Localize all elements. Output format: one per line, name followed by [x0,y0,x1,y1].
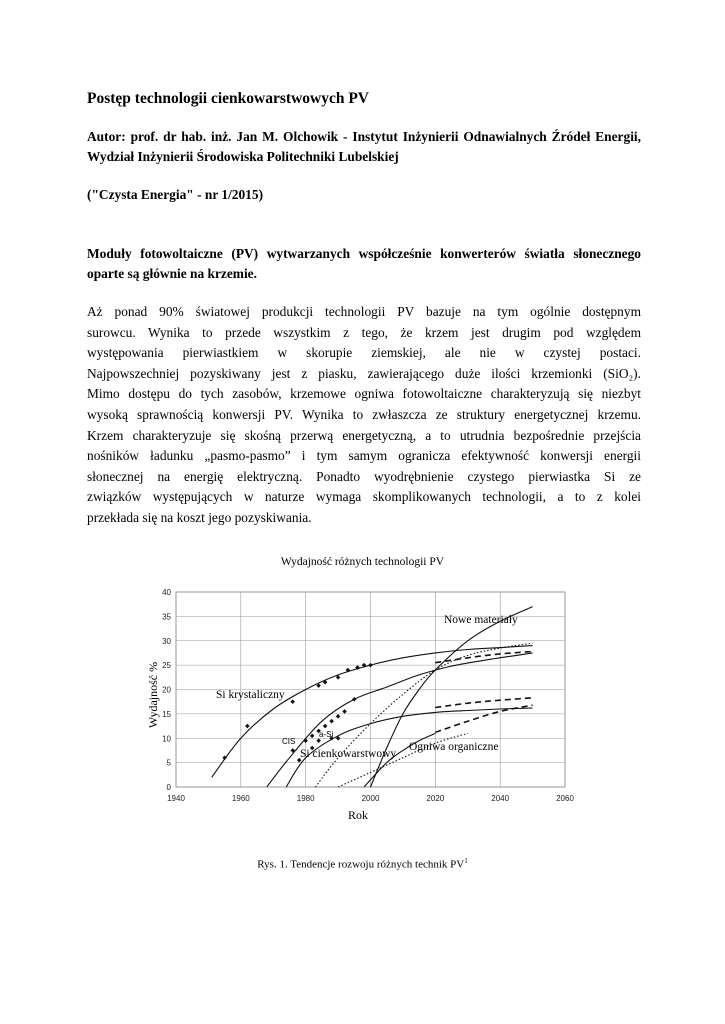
annotation-si-cienkowarstwowy: Si cienkowarstwowy [300,748,397,760]
body-line: Mimo dostępu do tych zasobów, krzemowe ogniwa fotowoltaiczne charakteryzują się niezbyt [87,386,641,402]
x-axis-label: Rok [347,808,369,822]
body-line: Najpowszechniej pozyskiwany jest z piasku, zawierającego duże ilości krzemionki (SiO₂). [87,365,641,381]
y-tick-label: 35 [162,612,171,622]
body-line: słonecznej na energię elektryczną. Ponadto wyodrębnienie czystego pierwiastka Si ze [87,468,641,484]
x-tick-label: 1940 [167,794,185,803]
data-point-si-krystaliczny-dane- [290,699,295,704]
data-point-cis-dane- [336,714,341,719]
figure-caption-ref: 1 [464,857,468,865]
y-tick-label: 10 [162,734,171,744]
body-line: nośników ładunku „pasmo-pasmo” i tym samym ogranicza efektywność konwersji energii [87,448,641,464]
figure-caption [0,857,725,871]
body-line: przekłada się na koszt jego pozyskiwania. [87,509,312,525]
body-line: Aż ponad 90% światowej produkcji technologii PV bazuje na tym ogólnie dostępnym [87,304,641,319]
data-point-cis-dane- [303,738,308,743]
data-point-cis-dane- [329,719,334,724]
body-line: Krzem charakteryzuje się skośną przerwą energetyczną, a to utrudnia bezpośrednie przejścia [87,427,641,443]
annotation-a-si: a-Si [319,730,334,739]
y-tick-label: 0 [166,783,171,792]
data-point-cis-dane- [352,697,357,702]
x-tick-label: 2020 [426,794,445,803]
x-tick-label: 1980 [296,794,315,803]
body-line: surowcu. Wynika to przede wszystkim z tego, że krzem jest drugim pod względem [87,324,641,340]
data-point-si-krystaliczny-dane- [245,724,250,729]
x-tick-label: 2060 [556,794,574,803]
y-tick-label: 25 [162,661,171,671]
chart-title: Wydajność różnych technologii PV [280,556,445,568]
series-line-si-cienkowarstwowy-prognoza- [435,698,532,708]
annotation-si-krystaliczny: Si krystaliczny [216,689,285,701]
source-line: ("Czysta Energia" - nr 1/2015) [87,187,264,202]
annotation-cis: CIS [282,737,296,746]
body-line: związków występujących w naturze wymaga skomplikowanych technologii, a to z kolei [87,489,641,505]
x-tick-label: 2000 [361,794,380,803]
series-line-ogniwa-organiczne-prognoza- [435,705,532,732]
y-tick-label: 30 [162,636,171,646]
data-point-cis-dane- [310,734,315,739]
annotation-nowe-materialy: Nowe materiały [444,614,518,626]
data-point-si-krystaliczny-dane- [368,663,373,668]
y-tick-label: 40 [162,588,171,597]
paper-title: Postęp technologii cienkowarstwowych PV [87,90,369,107]
data-point-a-si-dane- [316,738,321,743]
y-axis-label: Wydajność % [146,661,160,729]
y-tick-label: 5 [166,758,171,768]
series-line-cis-prognoza- [435,652,532,663]
body-line: występowania pierwiastkiem w skorupie ziemskiej, ale nie w czystej postaci. [87,345,641,361]
author-line: Autor: prof. dr hab. inż. Jan M. Olchowik - Instytut Inżynierii Odnawialnych Źródeł Energii, Wydział Inżynierii Środowiska Politechniki Lubelskiej [87,129,641,164]
figure-caption-text: Rys. 1. Tendencje rozwoju różnych technik PV [257,858,465,871]
body-line: wysoką sprawnością konwersji PV. Wynika to zwłaszcza ze struktury energetycznej krzemu. [87,406,641,422]
y-tick-label: 20 [162,685,171,695]
data-point-cis-dane- [342,709,347,714]
body-paragraph [87,302,641,529]
lead-paragraph: Moduły fotowoltaiczne (PV) wytwarzanych współcześnie konwerterów światła słonecznego oparte są głównie na krzemie. [87,246,641,281]
data-point-cis-dane- [323,724,328,729]
y-tick-label: 15 [162,709,171,719]
efficiency-chart [130,575,580,825]
x-tick-label: 2040 [491,794,510,803]
x-tick-label: 1960 [231,794,250,803]
annotation-ogniwa-organiczne: Ogniwa organiczne [409,741,499,753]
